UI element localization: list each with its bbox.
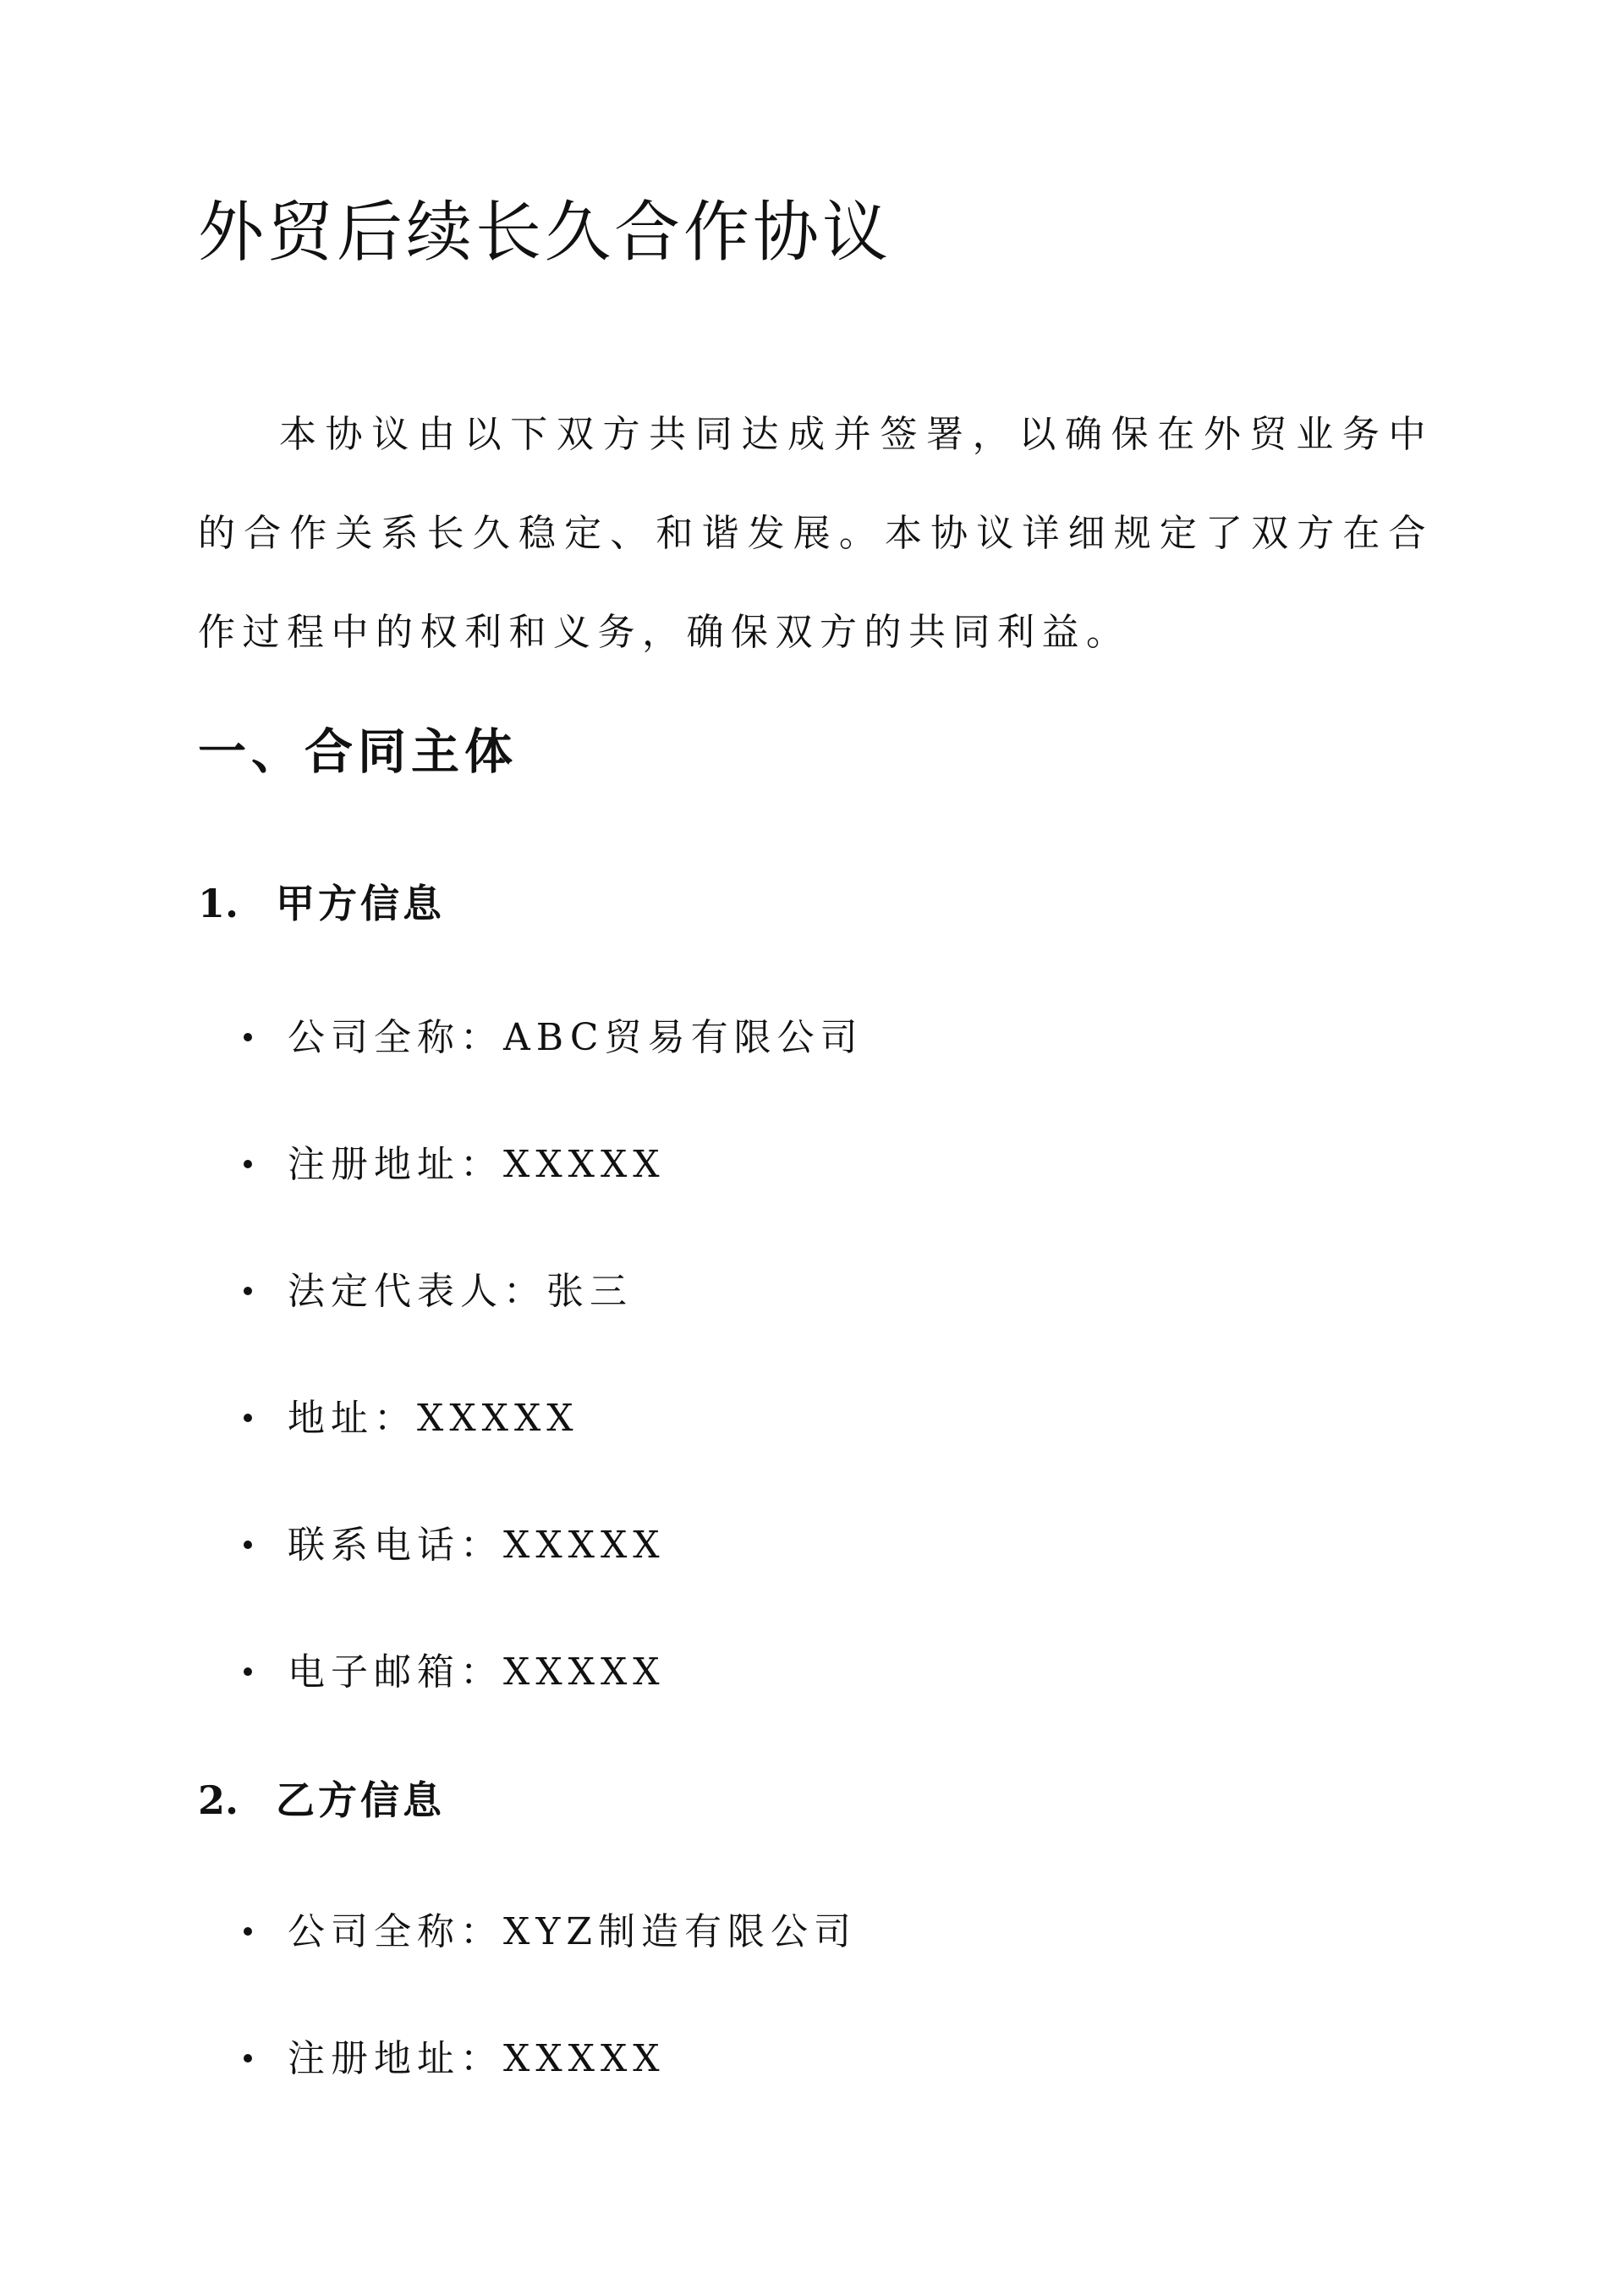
list-item (244, 1651, 666, 1694)
list-item (244, 2037, 666, 2080)
party-a-heading-text: 甲方信息 (276, 881, 445, 926)
intro-paragraph: 本协议由以下双方共同达成并签署，以确保在外贸业务中的合作关系长久稳定、和谐发展。本协议详细规定了双方在合作过程中的权利和义务，确保双方的共同利益。 (198, 413, 1433, 654)
party-b-registered-address: 注册地址：XXXXX (288, 2037, 666, 2080)
document-title: 外贸后续长久合作协议 (198, 195, 892, 271)
bullet-icon (244, 2054, 252, 2063)
bullet-icon (244, 1160, 252, 1168)
party-a-phone: 联系电话：XXXXX (288, 1524, 666, 1567)
list-item (244, 1143, 666, 1186)
party-b-heading-text: 乙方信息 (276, 1777, 445, 1823)
bullet-icon (244, 1414, 252, 1422)
list-item (244, 1270, 633, 1313)
party-a-address: 地址：XXXXX (288, 1397, 579, 1440)
bullet-icon (244, 1541, 252, 1549)
bullet-icon (244, 1927, 252, 1936)
party-b-company-name: 公司全称：XYZ制造有限公司 (288, 1910, 857, 1953)
party-a-company-name: 公司全称：ABC贸易有限公司 (288, 1016, 864, 1059)
bullet-icon (244, 1287, 252, 1295)
party-a-number: 1. (198, 881, 239, 926)
party-b-number: 2. (198, 1777, 239, 1823)
party-a-legal-representative: 法定代表人：张三 (288, 1270, 633, 1313)
bullet-icon (244, 1667, 252, 1676)
party-a-heading (198, 881, 445, 926)
list-item (244, 1524, 666, 1567)
list-item (244, 1397, 579, 1440)
party-a-email: 电子邮箱：XXXXX (288, 1651, 666, 1694)
party-b-heading (198, 1777, 445, 1823)
list-item (244, 1016, 864, 1059)
list-item (244, 1910, 857, 1953)
section-heading-contract-parties: 一、合同主体 (198, 723, 518, 780)
bullet-icon (244, 1033, 252, 1041)
party-a-registered-address: 注册地址：XXXXX (288, 1143, 666, 1186)
